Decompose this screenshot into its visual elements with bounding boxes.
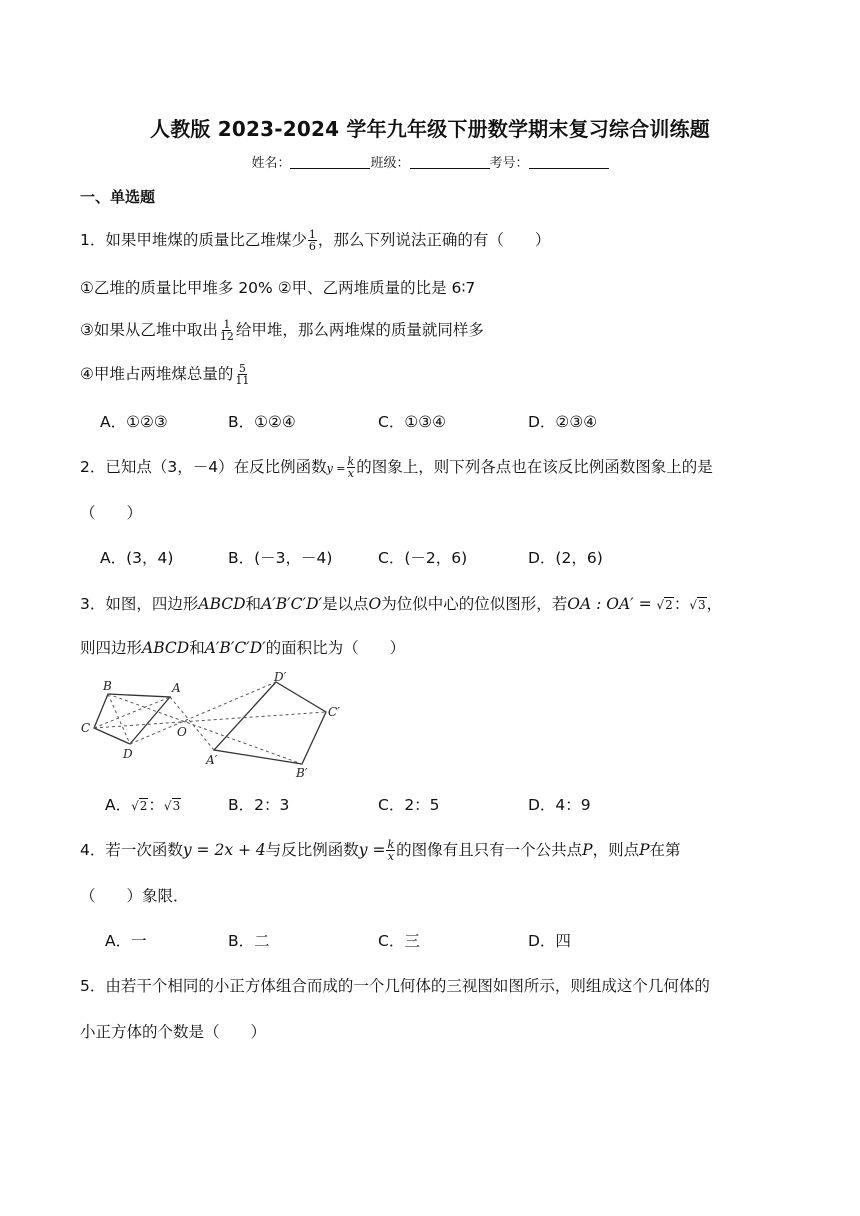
q3-option-a-sqrt-3: √3 (163, 799, 181, 813)
q1-s3-text: ③如果从乙堆中取出 (80, 321, 218, 339)
q2-option-c[interactable]: C．(－2，6) (378, 549, 468, 567)
q4-stem-text: 4．若一次函数 (80, 841, 183, 859)
q1-option-a[interactable]: A．①②③ (100, 413, 168, 431)
q4-option-c[interactable]: C．三 (378, 932, 420, 950)
exam-no-blank[interactable] (529, 156, 609, 169)
q4-stem (80, 838, 681, 862)
label-b-prime: B′ (296, 766, 308, 780)
q3-option-c[interactable]: C．2：5 (378, 796, 440, 814)
q3-line2-abcd: ABCD (142, 639, 190, 657)
q1-s4-text: ④甲堆占两堆煤总量的 (80, 365, 234, 383)
q3-sqrt-3: √3 (689, 598, 706, 612)
q5-stem: 5．由若干个相同的小正方体组合而成的一个几何体的三视图如图所示，则组成这个几何体的 (80, 977, 710, 995)
q5-stem-line2: 小正方体的个数是（ ） (80, 1023, 267, 1041)
exam-no-label: 考号： (489, 156, 529, 171)
q3-option-a-sqrt-2: √2 (131, 799, 148, 813)
name-blank[interactable] (290, 156, 370, 169)
q4-stem-line2: （ ）象限． (80, 887, 189, 905)
q3-line2-and: 和 (189, 639, 205, 657)
q3-and: 和 (245, 595, 262, 613)
page-title: 人教版 2023-2024 学年九年级下册数学期末复习综合训练题 (150, 117, 710, 141)
q1-frac-num: 1 (308, 228, 316, 241)
q3-stem-line2 (80, 636, 405, 658)
q3-line2-text: 则四边形 (80, 639, 143, 657)
q4-inv-den: x (387, 850, 394, 863)
q3-o: O (368, 595, 382, 613)
q4-p: P (582, 841, 593, 859)
q4-inv-y: y = (358, 841, 386, 859)
q4-stem-text-4: ，则点 (592, 841, 640, 859)
q1-option-c[interactable]: C．①③④ (378, 413, 447, 431)
q1-s3-text-2: 给甲堆，那么两堆煤的质量就同样多 (235, 321, 484, 339)
quad-abcd-prime (214, 682, 326, 764)
q2-stem-paren: （ ） (80, 504, 143, 522)
q4-stem-text-5: 在第 (649, 841, 681, 859)
label-d: D (123, 747, 133, 761)
q3-line2-abcd-prime: A′B′C′D′ (204, 639, 266, 657)
class-blank[interactable] (410, 156, 490, 169)
q4-inv-fraction (386, 839, 395, 862)
label-b: B (103, 679, 112, 693)
label-c: C (81, 721, 91, 735)
q4-option-b[interactable]: B．二 (228, 932, 270, 950)
q3-abcd: ABCD (198, 595, 246, 613)
label-o: O (177, 725, 187, 739)
q3-option-d[interactable]: D．4：9 (528, 796, 591, 814)
q3-option-a-rad-3: 3 (172, 799, 181, 813)
label-a-prime: A′ (206, 753, 218, 767)
q3-ratio: OA : OA′ = (567, 595, 652, 613)
q1-s4-fraction (234, 363, 250, 386)
q3-abcd-prime: A′B′C′D′ (261, 595, 323, 613)
q3-sqrt-2-rad: 2 (665, 598, 673, 612)
q3-stem-text-2: 是以点 (322, 595, 369, 613)
q2-func-num: k (347, 455, 355, 468)
q1-statement-4 (80, 362, 251, 386)
class-label: 班级： (370, 156, 410, 171)
q2-stem-text-2: 的图象上，则下列各点也在该反比例函数图象上的是 (356, 458, 713, 476)
q3-line2-text-2: 的面积比为（ ） (265, 639, 406, 657)
q2-option-d[interactable]: D．(2，6) (528, 549, 603, 567)
q4-stem-text-2: 与反比例函数 (265, 841, 359, 859)
label-a: A (172, 681, 181, 695)
q3-homothety-figure (78, 672, 358, 782)
q2-option-a[interactable]: A．(3，4) (100, 549, 174, 567)
q1-s3-den: 12 (219, 330, 234, 343)
q1-s4-den: 11 (235, 374, 250, 387)
label-d-prime: D′ (274, 672, 287, 684)
q4-linear-func: y = 2x + 4 (182, 841, 266, 859)
q3-comma: ， (706, 595, 723, 613)
q2-func-fraction (347, 456, 356, 479)
q1-stem-text-2: ，那么下列说法正确的有（ ） (317, 231, 551, 249)
q3-stem (80, 592, 722, 614)
section-heading: 一、单选题 (80, 188, 156, 206)
q3-option-b[interactable]: B．2：3 (228, 796, 290, 814)
q1-s3-fraction (219, 319, 235, 342)
label-c-prime: C′ (328, 705, 340, 719)
q4-stem-text-3: 的图像有且只有一个公共点 (396, 841, 583, 859)
q2-func-y: y = (326, 462, 346, 475)
q1-s3-num: 1 (223, 318, 231, 331)
q1-stem (80, 228, 550, 252)
quad-abcd (94, 694, 170, 744)
q2-func-den: x (347, 467, 354, 480)
q1-statement-1-2: ①乙堆的质量比甲堆多 20% ②甲、乙两堆质量的比是 6∶7 (80, 279, 476, 297)
q2-stem-text: 2．已知点（3，－4）在反比例函数 (80, 458, 327, 476)
q1-option-b[interactable]: B．①②④ (228, 413, 296, 431)
q4-option-d[interactable]: D．四 (528, 932, 571, 950)
q3-sqrt-2: √2 (656, 598, 673, 612)
student-info-line (0, 152, 860, 171)
q1-stem-text: 1．如果甲堆煤的质量比乙堆煤少 (80, 231, 307, 249)
q3-stem-text-3: 为位似中心的位似图形，若 (381, 595, 568, 613)
q4-p-2: P (639, 841, 650, 859)
q1-frac-den: 6 (308, 240, 316, 253)
q1-fraction (308, 229, 317, 252)
q2-stem (80, 455, 713, 479)
q1-statement-3 (80, 318, 484, 342)
q4-option-a[interactable]: A．一 (105, 932, 147, 950)
q3-option-a-colon: ： (148, 796, 164, 814)
q2-option-b[interactable]: B．(－3，－4) (228, 549, 333, 567)
q4-inv-num: k (387, 838, 395, 851)
name-label: 姓名： (251, 156, 291, 171)
q3-option-a-rad-2: 2 (139, 799, 148, 813)
q1-s4-num: 5 (238, 362, 246, 375)
q3-colon: ： (673, 595, 690, 613)
q3-sqrt-3-rad: 3 (697, 598, 706, 612)
q3-stem-text: 3．如图，四边形 (80, 595, 199, 613)
q1-option-d[interactable]: D．②③④ (528, 413, 598, 431)
q3-option-a-prefix: A． (105, 796, 132, 814)
q3-option-a[interactable] (105, 793, 181, 815)
